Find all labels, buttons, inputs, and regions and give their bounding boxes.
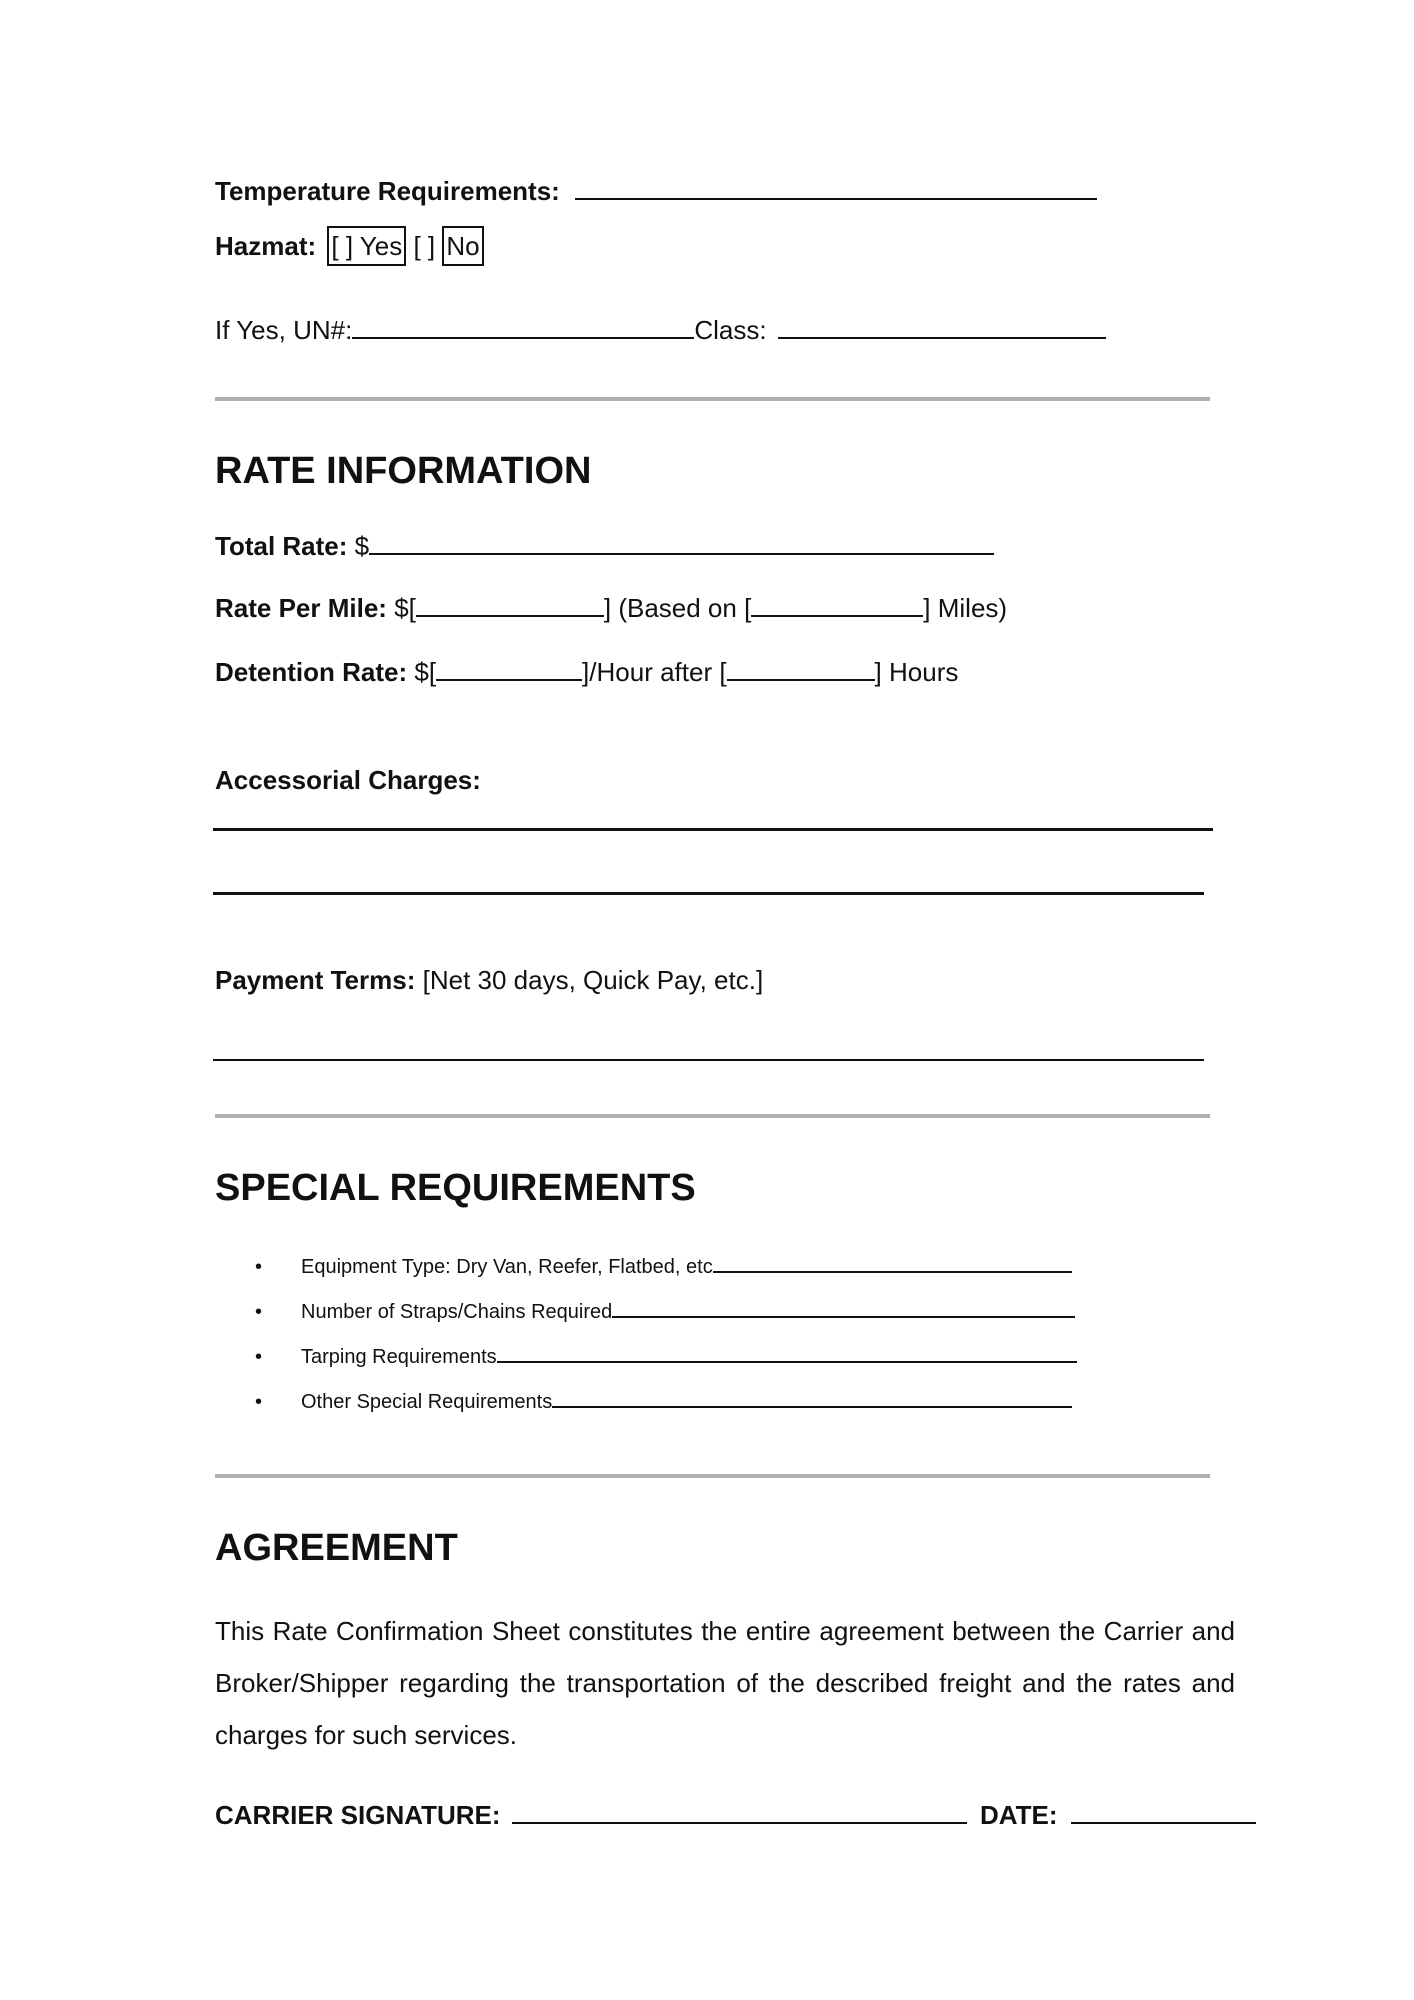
hazmat-label: Hazmat: (215, 231, 317, 261)
temperature-requirements-label: Temperature Requirements: (215, 176, 560, 206)
carrier-signature-label: CARRIER SIGNATURE: (215, 1800, 501, 1830)
detention-rate-prefix: $[ (414, 657, 437, 687)
bullet-icon: • (255, 1301, 263, 1323)
agreement-text: This Rate Confirmation Sheet constitutes the entire agreement between the Carrier and Broker/Shipper regarding the transportation of the described freight and the rates and charges for such services. (215, 1616, 1235, 1750)
hazmat-no-checkbox[interactable]: No (442, 226, 483, 266)
carrier-signature-field[interactable] (512, 1800, 967, 1824)
detention-rate-suffix: ] Hours (874, 657, 959, 687)
section-divider (215, 1114, 1210, 1118)
rate-per-mile-suffix: ] Miles) (923, 593, 1008, 623)
rate-per-mile-label: Rate Per Mile: (215, 593, 387, 623)
temperature-requirements-field[interactable] (575, 176, 1097, 200)
rate-per-mile-prefix: $[ (394, 593, 416, 623)
detention-rate-row (215, 655, 958, 689)
detention-rate-mid: ]/Hour after [ (582, 657, 727, 687)
hazmat-row (215, 226, 484, 266)
date-label: DATE: (980, 1800, 1058, 1830)
list-item (255, 1380, 1077, 1425)
total-rate-row (215, 529, 994, 563)
equipment-type-label: Equipment Type: Dry Van, Reefer, Flatbed, etc (301, 1256, 713, 1278)
rate-information-heading: RATE INFORMATION (215, 450, 592, 492)
list-item (255, 1290, 1077, 1335)
other-requirements-field[interactable] (552, 1388, 1072, 1408)
accessorial-charges-label: Accessorial Charges: (215, 765, 481, 795)
total-rate-prefix: $ (354, 531, 370, 561)
signature-row (215, 1798, 1256, 1832)
special-requirements-list (255, 1245, 1077, 1425)
total-rate-label: Total Rate: (215, 531, 348, 561)
detention-rate-field[interactable] (436, 657, 582, 681)
tarping-field[interactable] (497, 1343, 1077, 1363)
accessorial-charges-row (215, 763, 481, 797)
accessorial-charges-line-1[interactable] (213, 828, 1213, 831)
detention-rate-label: Detention Rate: (215, 657, 408, 687)
special-requirements-heading: SPECIAL REQUIREMENTS (215, 1167, 696, 1209)
class-field[interactable] (778, 315, 1106, 339)
list-item (255, 1245, 1077, 1290)
payment-terms-row (215, 963, 763, 997)
temperature-requirements-row (215, 174, 1097, 208)
hazmat-no-bracket: [ ] (413, 231, 436, 261)
un-number-label: If Yes, UN#: (215, 315, 353, 345)
tarping-label: Tarping Requirements (301, 1346, 497, 1368)
straps-chains-field[interactable] (612, 1298, 1075, 1318)
other-requirements-label: Other Special Requirements (301, 1391, 553, 1413)
miles-field[interactable] (751, 593, 923, 617)
section-divider (215, 397, 1210, 401)
hazmat-un-class-row (215, 313, 1106, 347)
equipment-type-field[interactable] (713, 1253, 1072, 1273)
hazmat-yes-checkbox[interactable]: [ ] Yes (327, 226, 406, 266)
agreement-heading: AGREEMENT (215, 1527, 458, 1569)
detention-hours-field[interactable] (727, 657, 875, 681)
rate-per-mile-mid: ] (Based on [ (603, 593, 752, 623)
section-divider (215, 1474, 1210, 1478)
payment-terms-line[interactable] (213, 1059, 1204, 1061)
bullet-icon: • (255, 1256, 263, 1278)
bullet-icon: • (255, 1391, 263, 1413)
payment-terms-value: [Net 30 days, Quick Pay, etc.] (422, 965, 764, 995)
un-number-field[interactable] (352, 315, 694, 339)
list-item (255, 1335, 1077, 1380)
date-field[interactable] (1071, 1800, 1256, 1824)
payment-terms-label: Payment Terms: (215, 965, 416, 995)
accessorial-charges-line-2[interactable] (213, 892, 1204, 895)
rate-per-mile-field[interactable] (416, 593, 604, 617)
rate-per-mile-row (215, 591, 1007, 625)
bullet-icon: • (255, 1346, 263, 1368)
straps-chains-label: Number of Straps/Chains Required (301, 1301, 613, 1323)
total-rate-field[interactable] (369, 531, 994, 555)
class-label: Class: (694, 315, 767, 345)
